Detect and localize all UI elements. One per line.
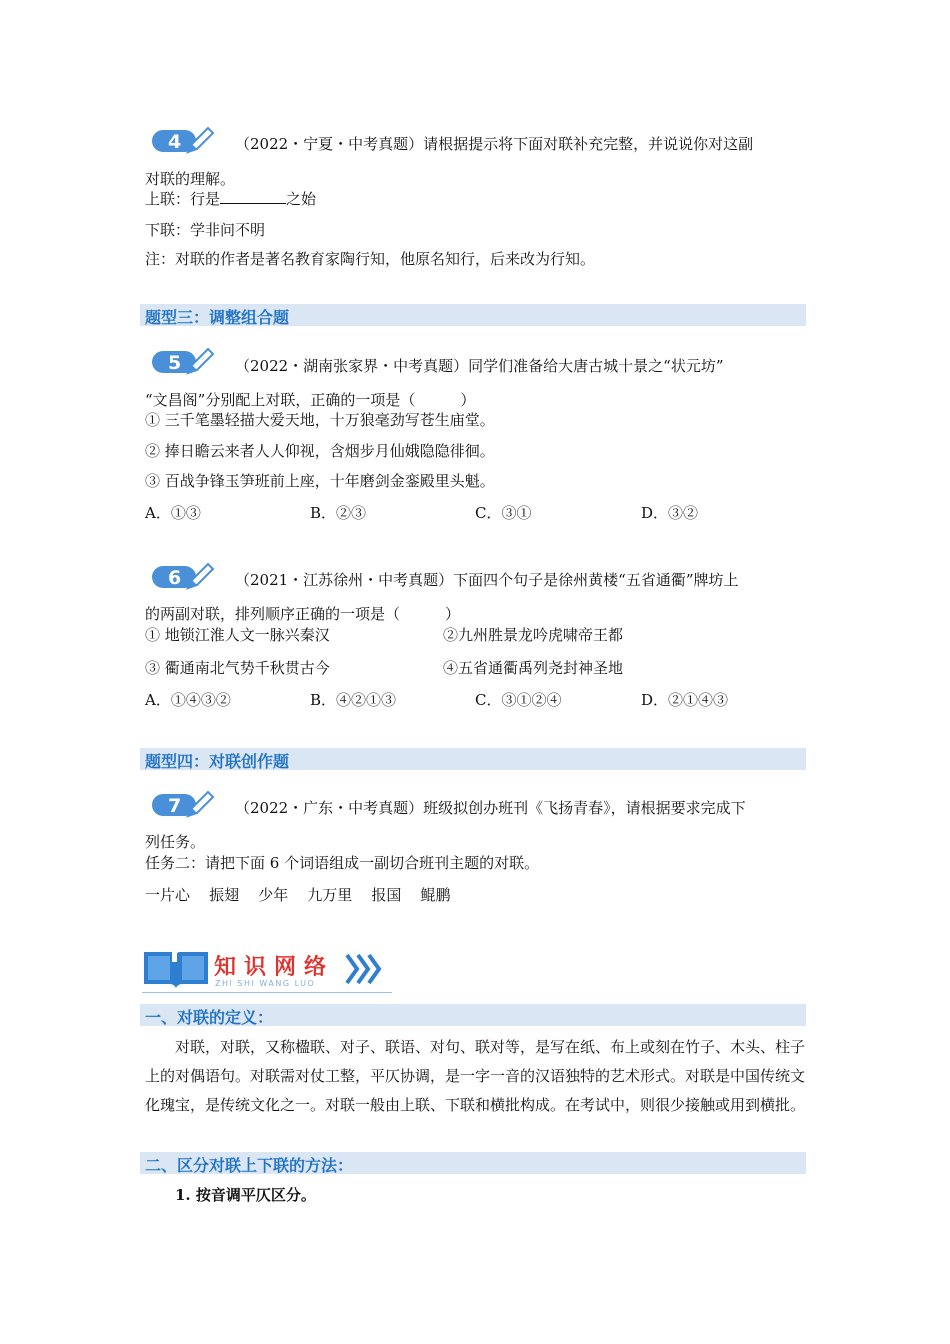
word-item: 鲲鹏: [420, 886, 451, 904]
q6-item: ④五省通衢禹列尧封神圣地: [443, 659, 624, 677]
q6-stem-line2: 的两副对联，排列顺序正确的一项是（ ）: [145, 605, 461, 623]
section-title: 二、区分对联上下联的方法：: [145, 1156, 354, 1175]
badge-number: 6: [168, 567, 182, 589]
word-item: 九万里: [307, 886, 353, 904]
q7-word-list: [145, 884, 450, 905]
badge-number: 7: [168, 795, 182, 817]
q5-item: ② 捧日瞻云来者人人仰视，含烟步月仙娥隐隐徘徊。: [145, 442, 495, 460]
option-c[interactable]: C．③①②④: [475, 691, 562, 709]
word-item: 报国: [371, 886, 402, 904]
section-header: [140, 304, 806, 326]
section-title: 题型三：调整组合题: [145, 308, 290, 327]
knowledge-network-subtitle: ZHI SHI WANG LUO: [215, 979, 316, 988]
knowledge-network-title: 知识网络: [214, 955, 335, 980]
upper-prefix: 上联：行是: [145, 190, 221, 208]
q4-stem-line1: （2022・宁夏・中考真题）请根据提示将下面对联补充完整，并说说你对这副: [235, 135, 754, 153]
option-d[interactable]: D．③②: [641, 504, 699, 522]
question-number-badge: [150, 126, 214, 154]
q6-stem-line1: （2021・江苏徐州・中考真题）下面四个句子是徐州黄楼“五省通衢”牌坊上: [235, 571, 739, 589]
upper-suffix: 之始: [286, 190, 317, 208]
q4-note: 注：对联的作者是著名教育家陶行知，他原名知行，后来改为行知。: [145, 250, 596, 268]
q5-stem-line2: “文昌阁”分别配上对联，正确的一项是（ ）: [145, 391, 476, 409]
question-number-badge: [150, 347, 214, 375]
section-header: [140, 1004, 806, 1026]
q5-item: ③ 百战争锋玉笋班前上座，十年磨剑金銮殿里头魁。: [145, 472, 495, 490]
option-b[interactable]: B．④②①③: [310, 691, 397, 709]
definition-paragraph: 对联，对联，又称楹联、对子、联语、对句、联对等，是写在纸、布上或刻在竹子、木头、柱子上的对偶语句。对联需对仗工整，平仄协调，是一字一音的汉语独特的艺术形式。对联是中国传统文化瑰宝，是传统文化之一。对联一般由上联、下联和横批构成。在考试中，则很少接触或用到横批。: [145, 1038, 806, 1114]
section-title: 题型四：对联创作题: [145, 752, 290, 771]
banner-divider: [142, 992, 392, 993]
book-icon: [142, 946, 210, 990]
q6-item: ① 地锁江淮人文一脉兴秦汉: [145, 626, 330, 644]
option-b[interactable]: B．②③: [310, 504, 367, 522]
q4-stem-line2: 对联的理解。: [145, 170, 236, 188]
option-d[interactable]: D．②①④③: [641, 691, 729, 709]
q7-task: 任务二：请把下面 6 个词语组成一副切合班刊主题的对联。: [145, 854, 540, 872]
word-item: 一片心: [145, 886, 191, 904]
q6-item: ③ 衢通南北气势千秋贯古今: [145, 659, 330, 677]
q7-stem-line2: 列任务。: [145, 833, 206, 851]
question-number-badge: [150, 562, 214, 590]
chevron-right-icon: [345, 952, 385, 986]
q7-stem-line1: （2022・广东・中考真题）班级拟创办班刊《飞扬青春》，请根据要求完成下: [235, 799, 746, 817]
q4-lower-couplet: 下联：学非问不明: [145, 221, 266, 239]
q6-item: ②九州胜景龙吟虎啸帝王都: [443, 626, 624, 644]
section-header: [140, 1152, 806, 1174]
option-a[interactable]: A．①④③②: [145, 691, 231, 709]
option-c[interactable]: C．③①: [475, 504, 532, 522]
word-item: 少年: [258, 886, 289, 904]
badge-number: 5: [168, 352, 182, 374]
q4-upper-couplet: [145, 188, 316, 209]
word-item: 振翅: [209, 886, 240, 904]
option-a[interactable]: A．①③: [145, 504, 201, 522]
q5-item: ① 三千笔墨轻描大爱天地，十万狼毫劲写苍生庙堂。: [145, 411, 495, 429]
answer-blank[interactable]: [220, 189, 286, 204]
question-number-badge: [150, 790, 214, 818]
section-title: 一、对联的定义：: [145, 1008, 274, 1027]
section-header: [140, 748, 806, 770]
q5-stem-line1: （2022・湖南张家界・中考真题）同学们准备给大唐古城十景之“状元坊”: [235, 357, 724, 375]
badge-number: 4: [168, 131, 182, 153]
method-item: 1. 按音调平仄区分。: [175, 1186, 316, 1204]
